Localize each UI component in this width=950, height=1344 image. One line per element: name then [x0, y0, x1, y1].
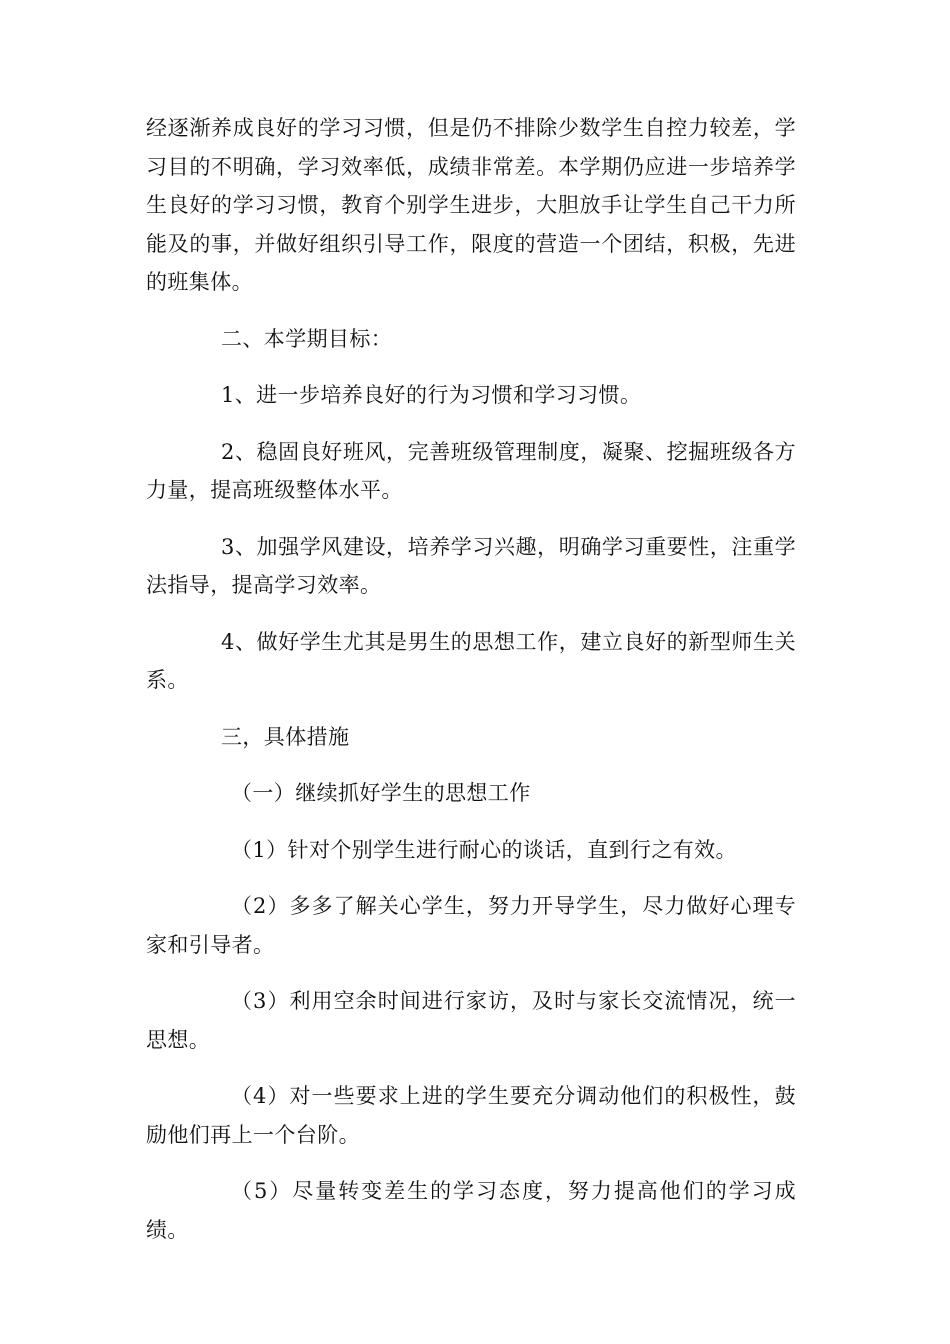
goal-item-4: 4、做好学生尤其是男生的思想工作，建立良好的新型师生关系。 — [146, 629, 796, 692]
goal-item-2: 2、稳固良好班风，完善班级管理制度，凝聚、挖掘班级各方力量，提高班级整体水平。 — [146, 439, 796, 502]
measure-item-1: （1）针对个别学生进行耐心的谈话，直到行之有效。 — [231, 837, 737, 862]
body-paragraph: 经逐渐养成良好的学习习惯，但是仍不排除少数学生自控力较差，学习目的不明确，学习效率低，成绩非常差。本学期仍应进一步培养学生良好的学习习惯，教育个别学生进步，大胆放手让学生自己干力所能及的事，并做好组织引导工作，限度的营造一个团结，积极，先进的班集体。 — [146, 116, 796, 294]
section-heading-measures: 三，具体措施 — [221, 724, 350, 749]
measure-item-5: （5）尽量转变差生的学习态度，努力提高他们的学习成绩。 — [146, 1179, 796, 1242]
measure-item-2: （2）多多了解关心学生，努力开导学生，尽力做好心理专家和引导者。 — [146, 894, 796, 957]
goal-item-1: 1、进一步培养良好的行为习惯和学习习惯。 — [221, 383, 642, 407]
subsection-heading-thought-work: （一）继续抓好学生的思想工作 — [231, 781, 531, 805]
measure-item-3: （3）利用空余时间进行家访，及时与家长交流情况，统一思想。 — [146, 989, 796, 1052]
document-body — [146, 109, 796, 1267]
section-heading-goals: 二、本学期目标： — [221, 326, 393, 351]
goal-item-3: 3、加强学风建设，培养学习兴趣，明确学习重要性，注重学法指导，提高学习效率。 — [146, 534, 796, 597]
measure-item-4: （4）对一些要求上进的学生要充分调动他们的积极性，鼓励他们再上一个台阶。 — [146, 1084, 796, 1147]
